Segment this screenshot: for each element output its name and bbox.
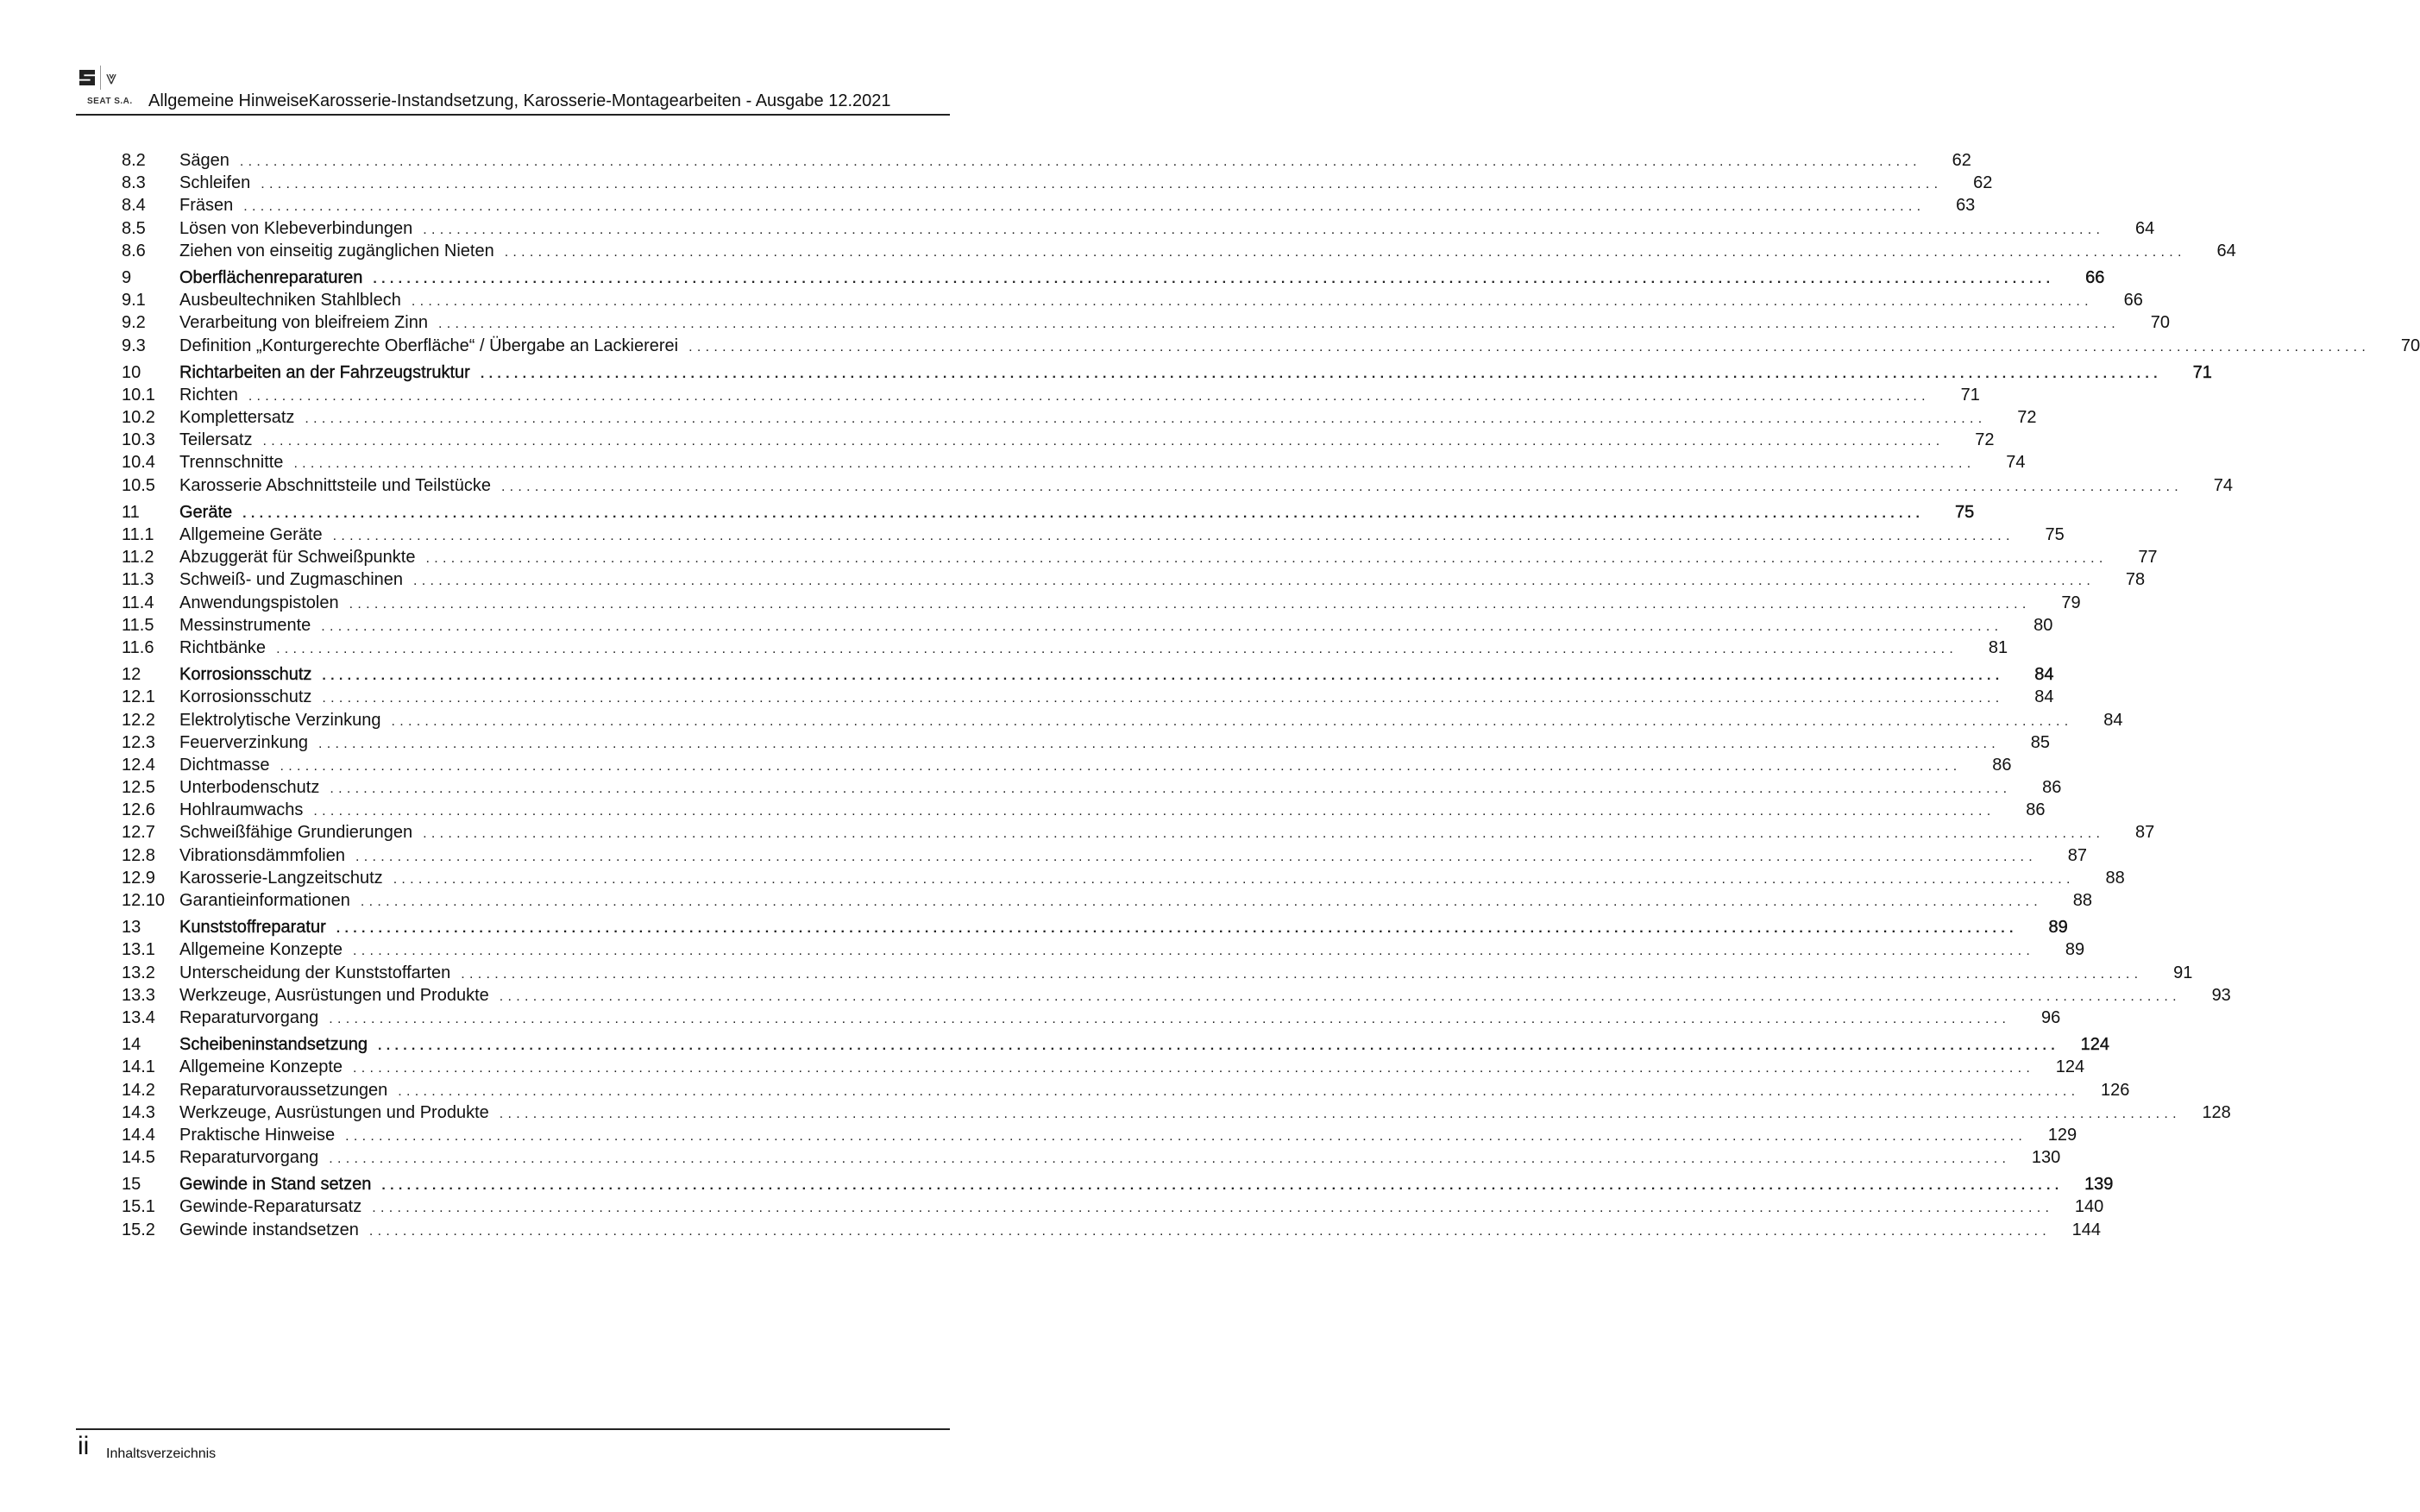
toc-entry[interactable] — [122, 546, 2158, 568]
toc-entry[interactable] — [122, 709, 2123, 731]
toc-entry[interactable] — [122, 821, 2155, 844]
entry-page: 79 — [2061, 593, 2081, 612]
entry-title: Ziehen von einseitig zugänglichen Nieten — [179, 241, 494, 260]
entry-page: 84 — [2034, 665, 2054, 685]
toc-entry[interactable] — [122, 217, 2155, 240]
toc-entry[interactable] — [122, 754, 2012, 776]
entry-title: Korrosionsschutz — [179, 665, 312, 685]
entry-number: 8.6 — [122, 241, 146, 260]
entry-number: 9 — [122, 267, 132, 287]
seat-logo-icon — [79, 70, 95, 85]
toc-chapter-entry[interactable] — [122, 663, 2054, 686]
leader-dots: ........................................................................................................................................................................................................ — [313, 804, 1996, 819]
entry-page: 62 — [1973, 173, 1993, 193]
entry-title: Karosserie-Langzeitschutz — [179, 868, 383, 888]
toc-entry[interactable] — [122, 429, 1995, 451]
entry-number: 14.4 — [122, 1125, 155, 1145]
leader-dots: ........................................................................................................................................................................................................ — [262, 434, 1945, 449]
entry-number: 11.1 — [122, 525, 154, 544]
entry-number: 12.8 — [122, 845, 155, 865]
entry-page: 72 — [1975, 430, 1995, 450]
entry-number: 10 — [122, 362, 141, 382]
leader-dots: ........................................................................................................................................................................................................ — [349, 596, 2031, 612]
leader-dots: ........................................................................................................................................................................................................ — [381, 1178, 2064, 1194]
toc-entry[interactable] — [122, 867, 2125, 889]
toc-entry[interactable] — [122, 335, 2420, 357]
toc-entry[interactable] — [122, 289, 2143, 311]
entry-number: 12.1 — [122, 687, 155, 707]
entry-title: Definition „Konturgerechte Oberfläche“ / Übergabe an Lackiererei — [179, 336, 679, 355]
entry-page: 66 — [2085, 267, 2105, 287]
leader-dots: ........................................................................................................................................................................................................ — [261, 177, 1943, 192]
entry-page: 140 — [2074, 1197, 2104, 1217]
toc-entry[interactable] — [122, 984, 2231, 1007]
entry-title: Feuerverzinkung — [179, 732, 308, 752]
toc-entry[interactable] — [122, 1219, 2101, 1241]
toc-entry[interactable] — [122, 1079, 2130, 1101]
toc-entry[interactable] — [122, 1195, 2104, 1218]
leader-dots: ........................................................................................................................................................................................................ — [411, 294, 2093, 310]
entry-page: 126 — [2100, 1080, 2130, 1100]
toc-entry[interactable] — [122, 1146, 2061, 1169]
entry-page: 86 — [2026, 800, 2046, 820]
entry-title: Schweiß- und Zugmaschinen — [179, 570, 404, 590]
entry-title: Gewinde in Stand setzen — [179, 1175, 372, 1195]
leader-dots: ........................................................................................................................................................................................................ — [500, 479, 2183, 494]
toc-entry[interactable] — [122, 240, 2236, 262]
entry-page: 129 — [2047, 1125, 2077, 1145]
entry-page: 86 — [1992, 755, 2012, 775]
entry-number: 11.2 — [122, 548, 154, 568]
toc-chapter-entry[interactable] — [122, 916, 2068, 938]
brand-logo — [79, 66, 116, 90]
entry-title: Oberflächenreparaturen — [179, 267, 363, 287]
leader-dots: ........................................................................................................................................................................................................ — [332, 529, 2015, 543]
entry-title: Richten — [179, 385, 238, 405]
entry-page: 64 — [2216, 241, 2236, 260]
entry-page: 130 — [2031, 1148, 2061, 1168]
leader-dots: ........................................................................................................................................................................................................ — [372, 1201, 2054, 1216]
leader-dots: ........................................................................................................................................................................................................ — [353, 944, 2035, 959]
toc-chapter-entry[interactable] — [122, 1173, 2114, 1195]
entry-title: Dichtmasse — [179, 755, 270, 775]
entry-number: 14.2 — [122, 1080, 155, 1100]
leader-dots: ........................................................................................................................................................................................................ — [305, 411, 1987, 427]
entry-title: Reparaturvorgang — [179, 1007, 319, 1027]
toc-entry[interactable] — [122, 149, 1971, 172]
leader-dots: ........................................................................................................................................................................................................ — [377, 1038, 2060, 1054]
entry-number: 12.6 — [122, 800, 155, 820]
entry-number: 10.1 — [122, 385, 155, 405]
leader-dots: ........................................................................................................................................................................................................ — [329, 1011, 2011, 1026]
leader-dots: ........................................................................................................................................................................................................ — [317, 736, 2001, 751]
entry-title: Sägen — [179, 151, 229, 170]
brand-label: SEAT S.A. — [87, 97, 133, 106]
entry-number: 13.1 — [122, 940, 155, 960]
entry-page: 70 — [2150, 313, 2171, 333]
entry-number: 11 — [122, 502, 140, 522]
entry-page: 81 — [1988, 637, 2008, 657]
entry-number: 8.2 — [122, 151, 146, 170]
entry-title: Unterbodenschutz — [179, 778, 320, 798]
entry-page: 71 — [1960, 385, 1980, 405]
leader-dots: ........................................................................................................................................................................................................ — [280, 758, 1962, 774]
entry-number: 10.3 — [122, 430, 155, 450]
toc-entry[interactable] — [122, 731, 2051, 754]
entry-number: 10.4 — [122, 453, 155, 473]
entry-page: 63 — [1956, 196, 1976, 216]
toc-entry[interactable] — [122, 311, 2171, 334]
leader-dots: ........................................................................................................................................................................................................ — [336, 921, 2018, 937]
document-title: Allgemeine HinweiseKarosserie-Instandsetzung, Karosserie-Montagearbeiten - Ausgabe 12.2021 — [148, 91, 891, 110]
entry-page: 70 — [2400, 336, 2420, 355]
toc-entry[interactable] — [122, 194, 1976, 216]
table-of-contents — [122, 149, 2420, 1241]
entry-number: 14 — [122, 1035, 141, 1055]
entry-page: 124 — [2055, 1057, 2085, 1077]
entry-title: Reparaturvorgang — [179, 1148, 319, 1168]
entry-title: Ausbeultechniken Stahlblech — [179, 291, 401, 311]
entry-page: 144 — [2071, 1220, 2101, 1239]
leader-dots: ........................................................................................................................................................................................................ — [368, 1223, 2051, 1239]
header-divider — [76, 114, 950, 116]
leader-dots: ........................................................................................................................................................................................................ — [425, 551, 2108, 567]
leader-dots: ........................................................................................................................................................................................................ — [413, 574, 2096, 589]
toc-entry[interactable] — [122, 614, 2053, 637]
toc-entry[interactable] — [122, 474, 2233, 497]
entry-title: Allgemeine Konzepte — [179, 1057, 343, 1077]
leader-dots: ........................................................................................................................................................................................................ — [322, 668, 2004, 684]
toc-entry[interactable] — [122, 799, 2046, 821]
leader-dots: ........................................................................................................................................................................................................ — [276, 641, 1958, 656]
entry-page: 72 — [2017, 408, 2037, 428]
entry-page: 91 — [2173, 963, 2193, 982]
entry-page: 128 — [2202, 1102, 2231, 1122]
entry-number: 15 — [122, 1175, 141, 1195]
toc-entry[interactable] — [122, 686, 2054, 708]
entry-number: 8.3 — [122, 173, 146, 193]
entry-title: Unterscheidung der Kunststoffarten — [179, 963, 451, 982]
leader-dots: ........................................................................................................................................................................................................ — [293, 456, 1976, 472]
entry-title: Richtbänke — [179, 637, 267, 657]
entry-page: 88 — [2105, 868, 2125, 888]
entry-title: Abzuggerät für Schweißpunkte — [179, 548, 416, 568]
toc-entry[interactable] — [122, 1124, 2077, 1146]
toc-entry[interactable] — [122, 451, 2026, 474]
toc-entry[interactable] — [122, 1101, 2231, 1124]
toc-chapter-entry[interactable] — [122, 1033, 2110, 1056]
entry-number: 9.2 — [122, 313, 146, 333]
toc-entry[interactable] — [122, 1007, 2061, 1029]
toc-entry[interactable] — [122, 637, 2008, 659]
toc-chapter-entry[interactable] — [122, 267, 2105, 289]
leader-dots: ........................................................................................................................................................................................................ — [373, 271, 2055, 286]
entry-title: Garantieinformationen — [179, 891, 350, 910]
leader-dots: ........................................................................................................................................................................................................ — [329, 1151, 2011, 1167]
entry-number: 15.2 — [122, 1220, 155, 1239]
entry-title: Gewinde instandsetzen — [179, 1220, 359, 1239]
leader-dots: ........................................................................................................................................................................................................ — [437, 317, 2121, 332]
leader-dots: ........................................................................................................................................................................................................ — [248, 388, 1930, 404]
entry-page: 139 — [2084, 1175, 2114, 1195]
entry-title: Scheibeninstandsetzung — [179, 1035, 368, 1055]
toc-chapter-entry[interactable] — [122, 361, 2212, 384]
leader-dots: ........................................................................................................................................................................................................ — [688, 339, 2371, 354]
leader-dots: ........................................................................................................................................................................................................ — [391, 713, 2073, 729]
entry-number: 8.4 — [122, 196, 146, 216]
entry-title: Teilersatz — [179, 430, 253, 450]
logo-divider — [100, 66, 101, 90]
entry-number: 13.4 — [122, 1007, 155, 1027]
toc-entry[interactable] — [122, 889, 2092, 912]
entry-number: 12 — [122, 665, 141, 685]
entry-title: Schleifen — [179, 173, 251, 193]
leader-dots: ........................................................................................................................................................................................................ — [461, 966, 2143, 982]
entry-title: Werkzeuge, Ausrüstungen und Produkte — [179, 1102, 489, 1122]
section-label: Inhaltsverzeichnis — [106, 1446, 217, 1461]
entry-title: Trennschnitte — [179, 453, 284, 473]
leader-dots: ........................................................................................................................................................................................................ — [355, 849, 2038, 864]
entry-page: 86 — [2042, 778, 2062, 798]
leader-dots: ........................................................................................................................................................................................................ — [504, 244, 2186, 260]
toc-entry[interactable] — [122, 1056, 2085, 1078]
entry-number: 11.6 — [122, 637, 154, 657]
entry-title: Anwendungspistolen — [179, 593, 339, 612]
entry-title: Verarbeitung von bleifreiem Zinn — [179, 313, 428, 333]
entry-number: 13.2 — [122, 963, 155, 982]
entry-title: Elektrolytische Verzinkung — [179, 710, 381, 730]
entry-title: Messinstrumente — [179, 615, 311, 635]
entry-title: Geräte — [179, 502, 233, 522]
leader-dots: ........................................................................................................................................................................................................ — [360, 894, 2042, 909]
leader-dots: ........................................................................................................................................................................................................ — [345, 1128, 2027, 1144]
entry-number: 10.2 — [122, 408, 155, 428]
entry-number: 12.4 — [122, 755, 155, 775]
page-number: ii — [78, 1432, 90, 1460]
entry-page: 96 — [2041, 1007, 2061, 1027]
entry-title: Allgemeine Geräte — [179, 525, 323, 544]
entry-page: 75 — [1954, 502, 1975, 522]
entry-page: 85 — [2030, 732, 2051, 752]
leader-dots: ........................................................................................................................................................................................................ — [393, 871, 2075, 887]
entry-title: Fräsen — [179, 196, 234, 216]
cupra-logo-icon: ⩔ — [106, 66, 117, 88]
entry-page: 74 — [2213, 475, 2233, 495]
entry-page: 71 — [2192, 362, 2212, 382]
entry-number: 11.5 — [122, 615, 154, 635]
leader-dots: ........................................................................................................................................................................................................ — [398, 1083, 2080, 1099]
leader-dots: ........................................................................................................................................................................................................ — [499, 988, 2181, 1004]
toc-entry[interactable] — [122, 776, 2062, 799]
leader-dots: ........................................................................................................................................................................................................ — [243, 199, 1926, 215]
entry-title: Reparaturvoraussetzungen — [179, 1080, 388, 1100]
entry-title: Gewinde-Reparatursatz — [179, 1197, 362, 1217]
toc-entry[interactable] — [122, 172, 1993, 194]
entry-number: 15.1 — [122, 1197, 155, 1217]
entry-number: 13.3 — [122, 985, 155, 1005]
toc-entry[interactable] — [122, 568, 2146, 591]
entry-number: 12.2 — [122, 710, 155, 730]
entry-number: 11.4 — [122, 593, 154, 612]
entry-title: Richtarbeiten an der Fahrzeugstruktur — [179, 362, 470, 382]
entry-number: 9.1 — [122, 291, 146, 311]
entry-number: 12.5 — [122, 778, 155, 798]
entry-page: 89 — [2048, 918, 2068, 938]
entry-title: Praktische Hinweise — [179, 1125, 336, 1145]
entry-number: 14.3 — [122, 1102, 155, 1122]
entry-title: Schweißfähige Grundierungen — [179, 823, 413, 843]
entry-page: 84 — [2034, 687, 2054, 707]
entry-title: Kunststoffreparatur — [179, 918, 326, 938]
entry-page: 80 — [2033, 615, 2053, 635]
entry-page: 87 — [2067, 845, 2088, 865]
entry-page: 62 — [1952, 151, 1971, 170]
entry-number: 14.5 — [122, 1148, 155, 1168]
entry-title: Werkzeuge, Ausrüstungen und Produkte — [179, 985, 489, 1005]
entry-title: Vibrationsdämmfolien — [179, 845, 345, 865]
toc-entry[interactable] — [122, 524, 2065, 546]
leader-dots: ........................................................................................................................................................................................................ — [322, 691, 2004, 706]
entry-title: Lösen von Klebeverbindungen — [179, 218, 413, 238]
entry-title: Hohlraumwachs — [179, 800, 304, 820]
leader-dots: ........................................................................................................................................................................................................ — [239, 154, 1921, 169]
entry-page: 78 — [2125, 570, 2146, 590]
entry-page: 124 — [2080, 1035, 2110, 1055]
entry-page: 84 — [2103, 710, 2123, 730]
leader-dots: ........................................................................................................................................................................................................ — [321, 618, 2003, 634]
entry-number: 11.3 — [122, 570, 154, 590]
entry-page: 88 — [2072, 891, 2092, 910]
entry-page: 89 — [2065, 940, 2085, 960]
entry-number: 12.9 — [122, 868, 155, 888]
entry-number: 9.3 — [122, 336, 146, 355]
leader-dots: ........................................................................................................................................................................................................ — [423, 826, 2105, 842]
entry-page: 64 — [2135, 218, 2155, 238]
entry-number: 12.3 — [122, 732, 155, 752]
entry-page: 77 — [2138, 548, 2158, 568]
toc-entry[interactable] — [122, 592, 2081, 614]
entry-page: 66 — [2123, 291, 2143, 311]
toc-entry[interactable] — [122, 938, 2085, 961]
toc-entry[interactable] — [122, 844, 2088, 867]
entry-number: 14.1 — [122, 1057, 155, 1077]
leader-dots: ........................................................................................................................................................................................................ — [499, 1106, 2181, 1121]
leader-dots: ........................................................................................................................................................................................................ — [423, 222, 2105, 237]
leader-dots: ........................................................................................................................................................................................................ — [242, 505, 1925, 521]
footer-divider — [76, 1428, 950, 1430]
entry-page: 93 — [2211, 985, 2231, 1005]
entry-page: 74 — [2006, 453, 2026, 473]
toc-chapter-entry[interactable] — [122, 501, 1975, 524]
entry-number: 8.5 — [122, 218, 146, 238]
toc-entry[interactable] — [122, 384, 1980, 406]
entry-title: Korrosionsschutz — [179, 687, 312, 707]
entry-title: Karosserie Abschnittsteile und Teilstücke — [179, 475, 491, 495]
leader-dots: ........................................................................................................................................................................................................ — [480, 366, 2162, 381]
entry-number: 13 — [122, 918, 141, 938]
entry-title: Komplettersatz — [179, 408, 295, 428]
entry-number: 12.7 — [122, 823, 155, 843]
leader-dots: ........................................................................................................................................................................................................ — [353, 1061, 2035, 1076]
entry-number: 10.5 — [122, 475, 155, 495]
toc-entry[interactable] — [122, 406, 2037, 429]
entry-page: 75 — [2045, 525, 2065, 544]
entry-page: 87 — [2134, 823, 2155, 843]
leader-dots: ........................................................................................................................................................................................................ — [330, 781, 2012, 797]
entry-title: Allgemeine Konzepte — [179, 940, 343, 960]
toc-entry[interactable] — [122, 962, 2193, 984]
entry-number: 12.10 — [122, 891, 166, 910]
